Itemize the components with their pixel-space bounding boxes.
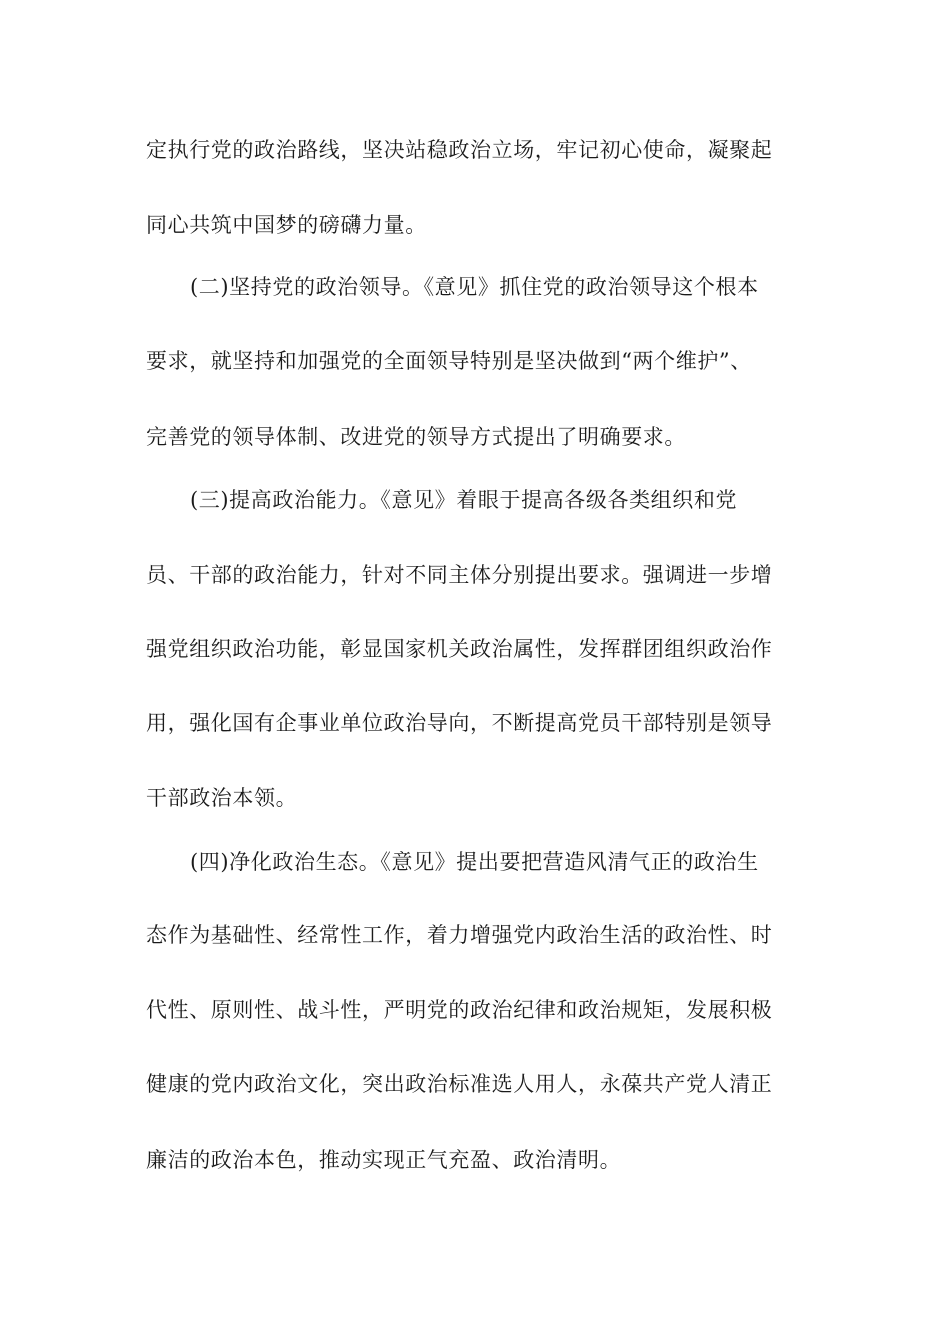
text-line: 强党组织政治功能，彰显国家机关政治属性，发挥群团组织政治作 [146,637,773,661]
text-line: 用，强化国有企事业单位政治导向，不断提高党员干部特别是领导 [146,711,773,735]
text-line: 健康的党内政治文化，突出政治标准选人用人，永葆共产党人清正 [146,1072,773,1096]
text-line: 员、干部的政治能力，针对不同主体分别提出要求。强调进一步增 [146,563,773,587]
paragraph-heading-line: (四)净化政治生态。《意见》提出要把营造风清气正的政治生 [190,850,759,874]
text-line: 定执行党的政治路线，坚决站稳政治立场，牢记初心使命，凝聚起 [146,138,773,162]
text-line: 要求，就坚持和加强党的全面领导特别是坚决做到“两个维护”、 [146,349,752,373]
text-line: 干部政治本领。 [146,786,298,810]
text-line: 态作为基础性、经常性工作，着力增强党内政治生活的政治性、时 [146,923,773,947]
text-line: 同心共筑中国梦的磅礴力量。 [146,213,427,237]
text-line: 廉洁的政治本色，推动实现正气充盈、政治清明。 [146,1148,622,1172]
paragraph-heading-line: (二)坚持党的政治领导。《意见》抓住党的政治领导这个根本 [190,275,759,299]
text-line: 代性、原则性、战斗性，严明党的政治纪律和政治规矩，发展积极 [146,998,773,1022]
text-line: 完善党的领导体制、改进党的领导方式提出了明确要求。 [146,425,686,449]
paragraph-heading-line: (三)提高政治能力。《意见》着眼于提高各级各类组织和党 [190,488,738,512]
